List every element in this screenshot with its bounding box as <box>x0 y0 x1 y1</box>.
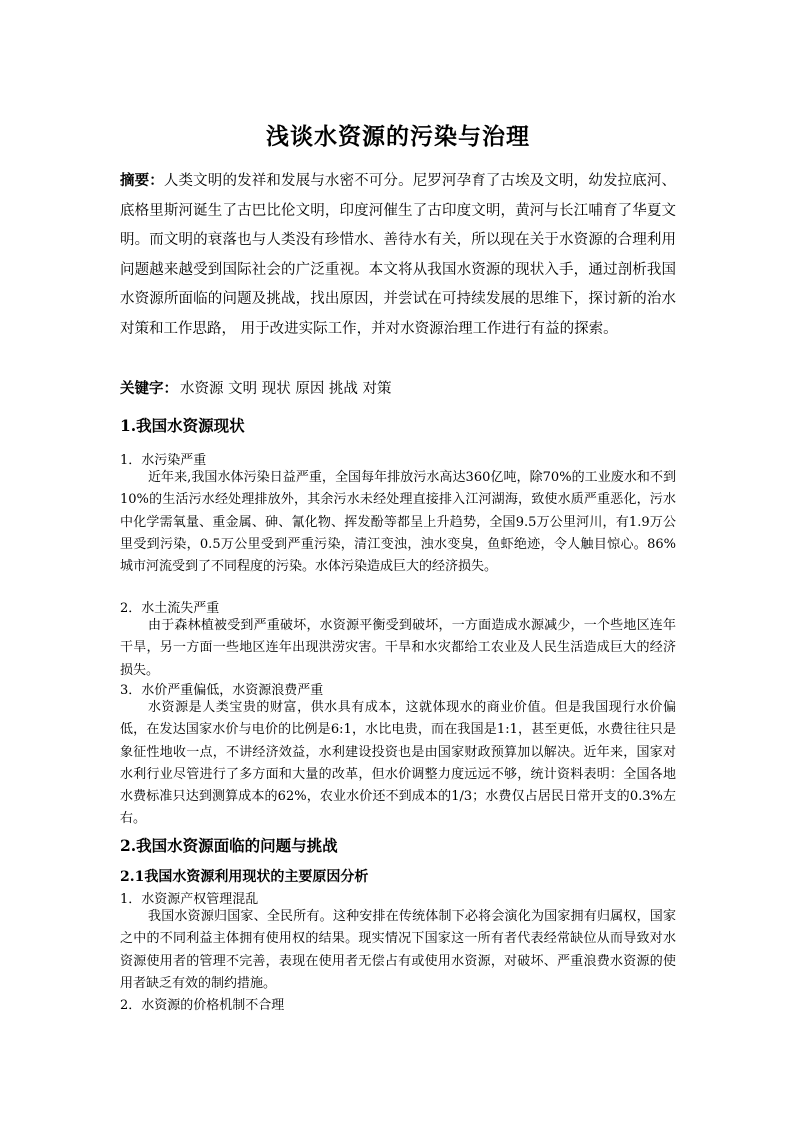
abstract-label: 摘要： <box>120 172 164 189</box>
abstract-text: 人类文明的发祥和发展与水密不可分。尼罗河孕育了古埃及文明，幼发拉底河、底格里斯河诞生了古巴比伦文明，印度河催生了古印度文明，黄河与长江哺育了华夏文明。而文明的衰落也与人类没有珍惜水、善待水有关，所以现在关于水资源的合理利用问题越来越受到国际社会的广泛重视。本文将从我国水资源的现状入手，通过剖析我国水资源所面临的问题及挑战，找出原因，并尝试在可持续发展的思维下，探讨新的治水对策和工作思路， 用于改进实际工作，并对水资源治理工作进行有益的探索。 <box>120 173 676 337</box>
section-1-item-2-heading: 2．水土流失严重 <box>120 601 220 616</box>
section-2-item-1-text: 我国水资源归国家、全民所有。这种安排在传统体制下必将会演化为国家拥有归属权，国家之中的不同利益主体拥有使用权的结果。现实情况下国家这一所有者代表经常缺位从而导致对水资源使用者的管理不完善，表现在使用者无偿占有或使用水资源，对破坏、严重浪费水资源的使用者缺乏有效的制约措施。 <box>120 909 676 991</box>
keywords-line <box>120 377 676 398</box>
section-2-item-1-heading: 1．水资源产权管理混乱 <box>120 892 259 907</box>
section-2-1-heading: 2.1我国水资源利用现状的主要原因分析 <box>120 869 369 885</box>
section-1-heading: 1.我国水资源现状 <box>120 416 245 435</box>
section-2-heading: 2.我国水资源面临的问题与挑战 <box>120 836 338 855</box>
section-1-item-1-text: 近年来,我国水体污染日益严重，全国每年排放污水高达360亿吨，除70%的工业废水和不到10%的生活污水经处理排放外，其余污水未经处理直接排入江河湖海，致使水质严重恶化，污水中化学需氧量、重金属、砷、氰化物、挥发酚等都呈上升趋势，全国9.5万公里河川，有1.9万公里受到污染，0.5万公里受到严重污染，清江变浊，浊水变臭，鱼虾绝迹，令人触目惊心。86%城市河流受到了不同程度的污染。水体污染造成巨大的经济损失。 <box>120 470 676 575</box>
keywords-label: 关键字： <box>120 380 178 397</box>
section-2-item-2-heading: 2．水资源的价格机制不合理 <box>120 998 285 1013</box>
section-1-item-1-heading: 1．水污染严重 <box>120 453 207 468</box>
keywords-text: 水资源 文明 现状 原因 挑战 对策 <box>180 381 392 397</box>
section-1-item-3-text: 水资源是人类宝贵的财富，供水具有成本，这就体现水的商业价值。但是我国现行水价偏低，在发达国家水价与电价的比例是6:1，水比电贵，而在我国是1:1，甚至更低，水费往往只是象征性地收一点，不讲经济效益，水利建设投资也是由国家财政预算加以解决。近年来，国家对水利行业尽管进行了多方面和大量的改革，但水价调整力度远远不够，统计资料表明：全国各地水费标准只达到测算成本的62%，农业水价还不到成本的1/3；水费仅占居民日常开支的0.3%左右。 <box>120 700 676 827</box>
section-1-item-2-text: 由于森林植被受到严重破坏，水资源平衡受到破坏，一方面造成水源减少，一个些地区连年干旱，另一方面一些地区连年出现洪涝灾害。干旱和水灾都给工农业及人民生活造成巨大的经济损失。 <box>120 618 676 678</box>
abstract-paragraph <box>120 166 676 344</box>
section-1-item-3-heading: 3．水价严重偏低，水资源浪费严重 <box>120 683 324 698</box>
document-title: 浅谈水资源的污染与治理 <box>266 123 530 150</box>
